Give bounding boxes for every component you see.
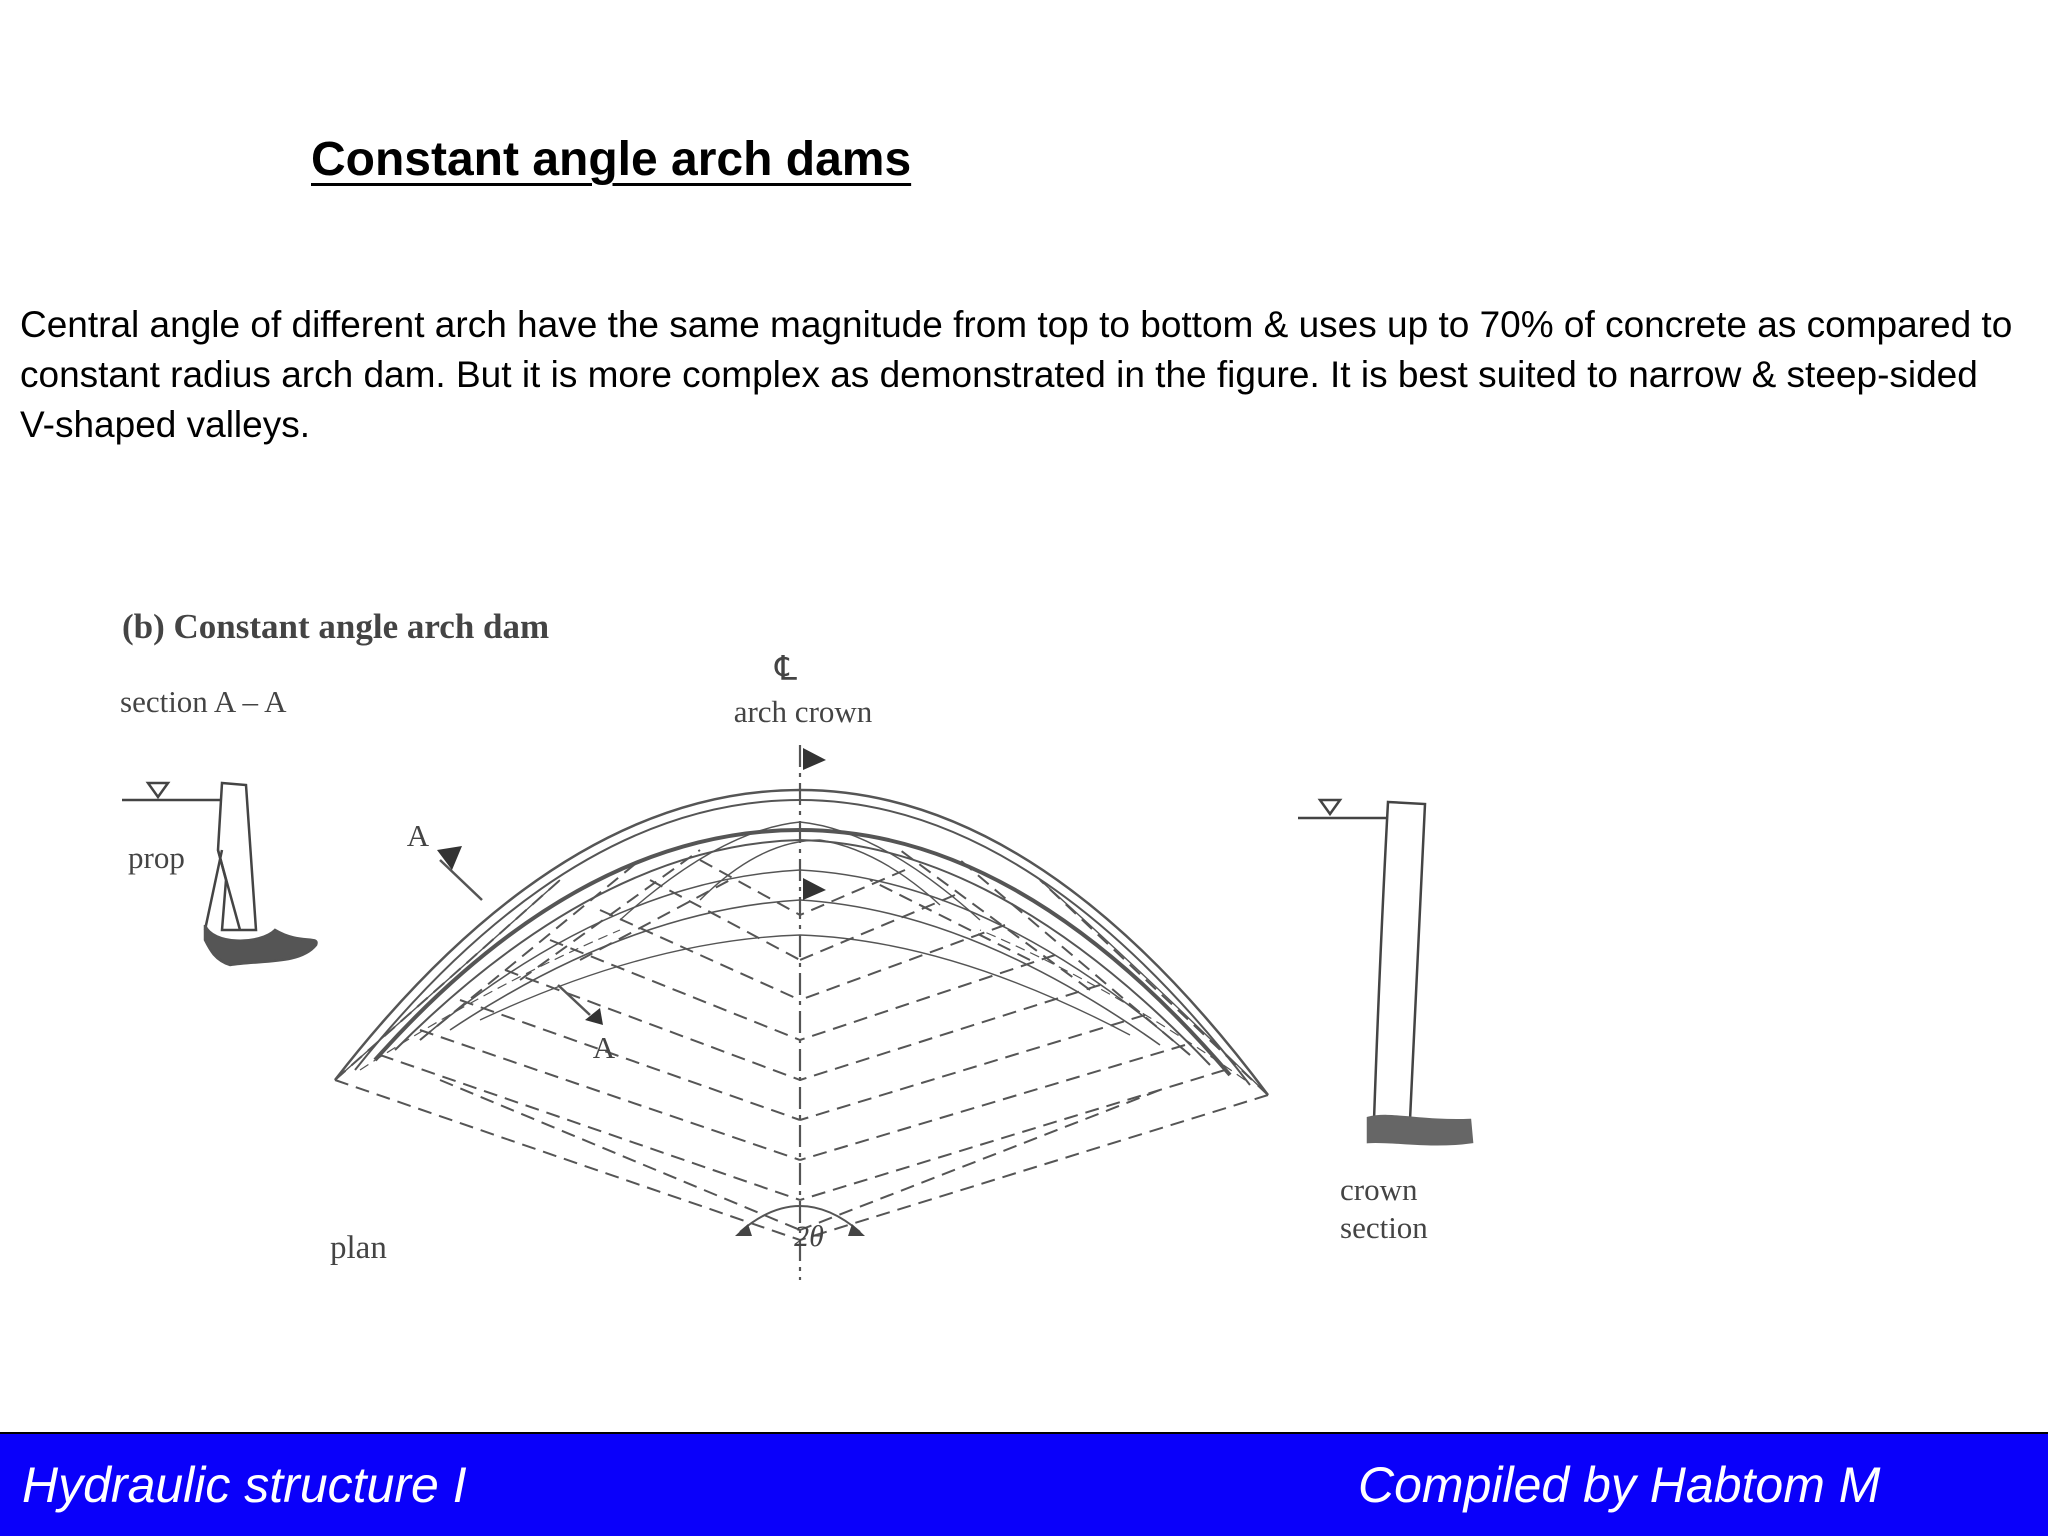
prop-label: prop bbox=[128, 840, 185, 875]
section-a-a-label: section A – A bbox=[120, 684, 287, 719]
crown-section-drawing bbox=[1298, 800, 1472, 1144]
slide-title: Constant angle arch dams bbox=[311, 133, 912, 186]
section-marker-a-upper: A bbox=[406, 818, 430, 853]
plan-label: plan bbox=[330, 1230, 387, 1266]
arch-crown-label: arch crown bbox=[733, 694, 873, 729]
central-angle-label: 2θ bbox=[794, 1220, 824, 1253]
slide-body-text: Central angle of different arch have the same magnitude from top to bottom & uses up to 70% of concrete as compared to constant radius arch dam. But it is more complex as demonstrated in the figure. It is best suited to narrow & steep-sided V-shaped valleys. bbox=[20, 304, 2013, 445]
arch-plan-drawing bbox=[335, 745, 1268, 1280]
crown-label: crown bbox=[1340, 1172, 1418, 1207]
figure-caption: (b) Constant angle arch dam bbox=[122, 607, 550, 646]
crown-section-label: section bbox=[1340, 1210, 1428, 1245]
centerline-symbol: ℄ bbox=[775, 651, 797, 688]
footer-course-title: Hydraulic structure I bbox=[22, 1457, 467, 1513]
footer-bar bbox=[0, 1432, 2048, 1536]
footer-author: Compiled by Habtom M bbox=[1358, 1457, 1881, 1513]
section-marker-a-lower: A bbox=[592, 1030, 616, 1065]
arch-dam-diagram bbox=[0, 570, 2048, 1300]
